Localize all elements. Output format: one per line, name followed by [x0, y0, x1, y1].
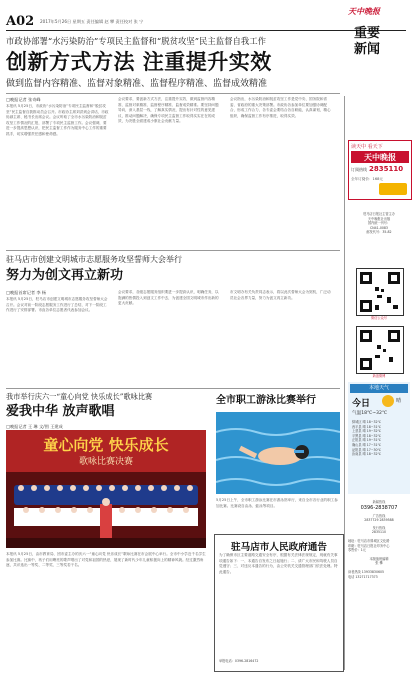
swim-photo: [216, 412, 340, 494]
chorus-photo: [6, 430, 206, 548]
article3-kicker: 我市举行庆六一“童心向党 快乐成长”歌咏比赛: [6, 392, 153, 401]
weather-row: 驿城区 晴 18~32℃: [352, 420, 382, 424]
weather-temp: 气温18℃~32℃: [352, 411, 388, 416]
article4-caption: 5月25日上午，全市职工游泳比赛在市游泳馆举行，来自全市各行业的职工参加比赛。比赛设自由泳、蛙泳等项目。: [216, 498, 338, 508]
footer-line-1: 读者热线 13933830605: [348, 569, 385, 574]
article2-col2: 会议要求，各级志愿服务组织要进一步提高认识，明确任务，以饱满的热情投入到创文工作中去，为创建全国文明城市作出新的更大贡献。: [118, 290, 219, 306]
weather-row: 正阳县 晴 19~31℃: [352, 438, 382, 443]
weather-row: 泌阳县 晴 17~30℃: [352, 447, 382, 452]
address: 地址：驻马店市驿城区文化路: [348, 538, 390, 543]
qr1-label: 微信公众号: [371, 316, 387, 320]
article1-rule: [6, 93, 340, 94]
weather-desc: 晴: [396, 398, 402, 404]
article2-byline: □晚报首席记者 李 杨: [6, 290, 47, 295]
weather-box: [348, 382, 410, 494]
article3-headline: 爱我中华 放声歌唱: [6, 404, 115, 419]
notice-body: 为了确保市区主要道路交通安全有序，根据有关法律法规规定，现就有关事项通告如下：一、本通告自发布之日起施行；二、请广大市民和驾驶人员自觉遵守；三、对违反本通告的行为，由公安机关交通管理部门依法处理。特此通告。: [219, 553, 338, 574]
article2-col1: 本报讯 5月25日，驻马店市创建文明城市志愿服务攻坚誓师大会召开。会议对前一阶段志愿服务工作进行了总结，对下一阶段工作进行了安排部署。市直各单位志愿者代表参加会议。: [6, 297, 108, 313]
divider-a: [6, 250, 340, 251]
qr-code-weibo: [356, 326, 404, 374]
article3-byline: □晚报记者 王 琳 文/图 王建成: [6, 424, 63, 429]
weather-row: 西平县 晴 18~31℃: [352, 424, 382, 429]
article1-col1: 本报讯 5月25日，市政协“水污染防治”专项民主监督和“脱贫攻坚”民主监督自我推动员会召开。市政协主席刘洪到会讲话，市政协副主席、秘书长出席会议。会议听取了全市水污染防治和脱贫攻坚工作情况的汇报，部署了专项民主监督工作。会议强调，要进一步提高思想认识，把民主监督工作作为服务中心工作的重要抓手，切实增强责任感和使命感。: [6, 104, 109, 136]
divider-b: [6, 388, 340, 389]
notice-hotline: 举报电话：0396-2816472: [219, 659, 259, 663]
article1-subhead: 做到监督内容精准、监督对象精准、监督程序精准、监督成效精准: [6, 79, 268, 89]
article1-col3: 会议指出，水污染防治和脱贫攻坚工作是党中央、国务院和省委、省政府的重大决策部署。市政协各参加单位要加强协调配合，形成工作合力，各专委会要结合各自职能，认真谋划，精心组织，确保监督工作有序推进，取得实效。: [230, 97, 331, 118]
ad-note: 全年订阅价：168元: [351, 177, 384, 181]
ad-phone: 2837729 2839588: [364, 518, 394, 523]
government-notice: [214, 534, 344, 672]
subscription-ad: [348, 140, 412, 200]
article3-body: 本报讯 5月25日，由市教育局、团市委主办的庆六一“童心向党 快乐成长”歌咏比赛在市会展中心举行。全市中小学近千名学生参加比赛。比赛中，孩子们用嘹亮的歌声唱出了对党和祖国的热爱，展现了新时代少年儿童积极向上的精神风貌。经过激烈角逐，共评选出一等奖、二等奖、三等奖若干名。: [6, 552, 206, 568]
editor-name: 张 攀: [375, 561, 383, 566]
weather-row: 确山县 晴 17~31℃: [352, 442, 382, 447]
contact-info: [348, 500, 410, 579]
weather-title: 本地天气: [350, 384, 408, 393]
price: 零售价：1元: [348, 548, 366, 553]
sub-label: 发行热线: [372, 525, 386, 530]
ad-banner: 天中晚报: [351, 151, 409, 163]
weather-date-big: 今日: [352, 399, 371, 409]
weather-row: 平舆县 晴 18~32℃: [352, 433, 382, 438]
notice-title: 驻马店市人民政府通告: [231, 542, 327, 553]
printer: 印刷：驻马店日报社印务中心: [348, 543, 390, 548]
qr-wechat-graphic: [357, 269, 403, 315]
news-hotline: 0396-2838707: [360, 504, 398, 511]
page-code: A02: [6, 14, 35, 29]
article2-kicker: 驻马店市创建文明城市志愿服务攻坚誓师大会举行: [6, 255, 182, 264]
sun-icon: [382, 395, 394, 407]
photo-subbanner: 歌咏比赛决赛: [78, 457, 133, 467]
section-name: 重要 新闻: [354, 26, 381, 57]
article1-headline: 创新方式方法 注重提升实效: [6, 49, 272, 74]
weather-list: [352, 420, 408, 457]
qr-code-wechat: [356, 268, 404, 316]
swim-photo-graphic: [216, 412, 340, 494]
weather-row: 上蔡县 晴 19~32℃: [352, 429, 382, 434]
ad-title-small: 读天中 看天下: [351, 144, 383, 150]
photo-banner: 童心向党 快乐成长: [43, 436, 169, 454]
article4-headline: 全市职工游泳比赛举行: [216, 395, 316, 406]
ad-hotline-label: 订阅热线: [351, 167, 367, 172]
article1-col2: 会议要求，要创新方式方法，注重提升实效，做到监督内容精准、监督对象精准、监督程序精准、监督成效精准。要坚持问题导向，深入基层一线，了解真实情况，提出有针对性的意见建议，推动问题解决，确保专项民主监督工作取得实实在在的成效，为决胜全面建成小康社会贡献力量。: [118, 97, 219, 124]
weather-row: 汝南县 晴 18~32℃: [352, 452, 382, 457]
paper-info: 驻马店日报社主管主办 天中晚报社出版 国内统一刊号： CN41-0083 邮发代号：35-82: [363, 212, 395, 235]
article2-headline: 努力为创文再立新功: [6, 268, 124, 283]
sidebar-divider: [344, 96, 345, 670]
news-hotline-label: 新闻热线: [372, 500, 386, 504]
article2-col3: 市文明办有关负责同志表示，将以此次誓师大会为契机，广泛动员社会各界力量，努力为创文再立新功。: [230, 290, 331, 300]
sub-phone: 2835110: [371, 530, 387, 535]
footer-line-2: 电话 13271717373: [348, 574, 378, 579]
qr2-label: 新浪微博: [372, 374, 386, 378]
masthead-box: [342, 4, 408, 94]
ad-phone-label: 广告热线: [372, 513, 386, 518]
article1-kicker: 市政协部署“水污染防治”专项民主监督和“脱贫攻坚”民主监督自我工作: [6, 36, 266, 46]
ad-graphic: [379, 183, 407, 195]
article1-byline: □晚报记者 张奇峰: [6, 97, 41, 102]
masthead-logo: 天中晚报: [348, 6, 380, 16]
date-line: 2017年5月26日 星期五 责任编辑 赵 攀 责任校对 张 宁: [40, 19, 144, 24]
editor-label: 本版值班编辑: [369, 556, 389, 561]
qr-weibo-graphic: [357, 327, 403, 373]
ad-hotline: 2835110: [369, 165, 404, 173]
